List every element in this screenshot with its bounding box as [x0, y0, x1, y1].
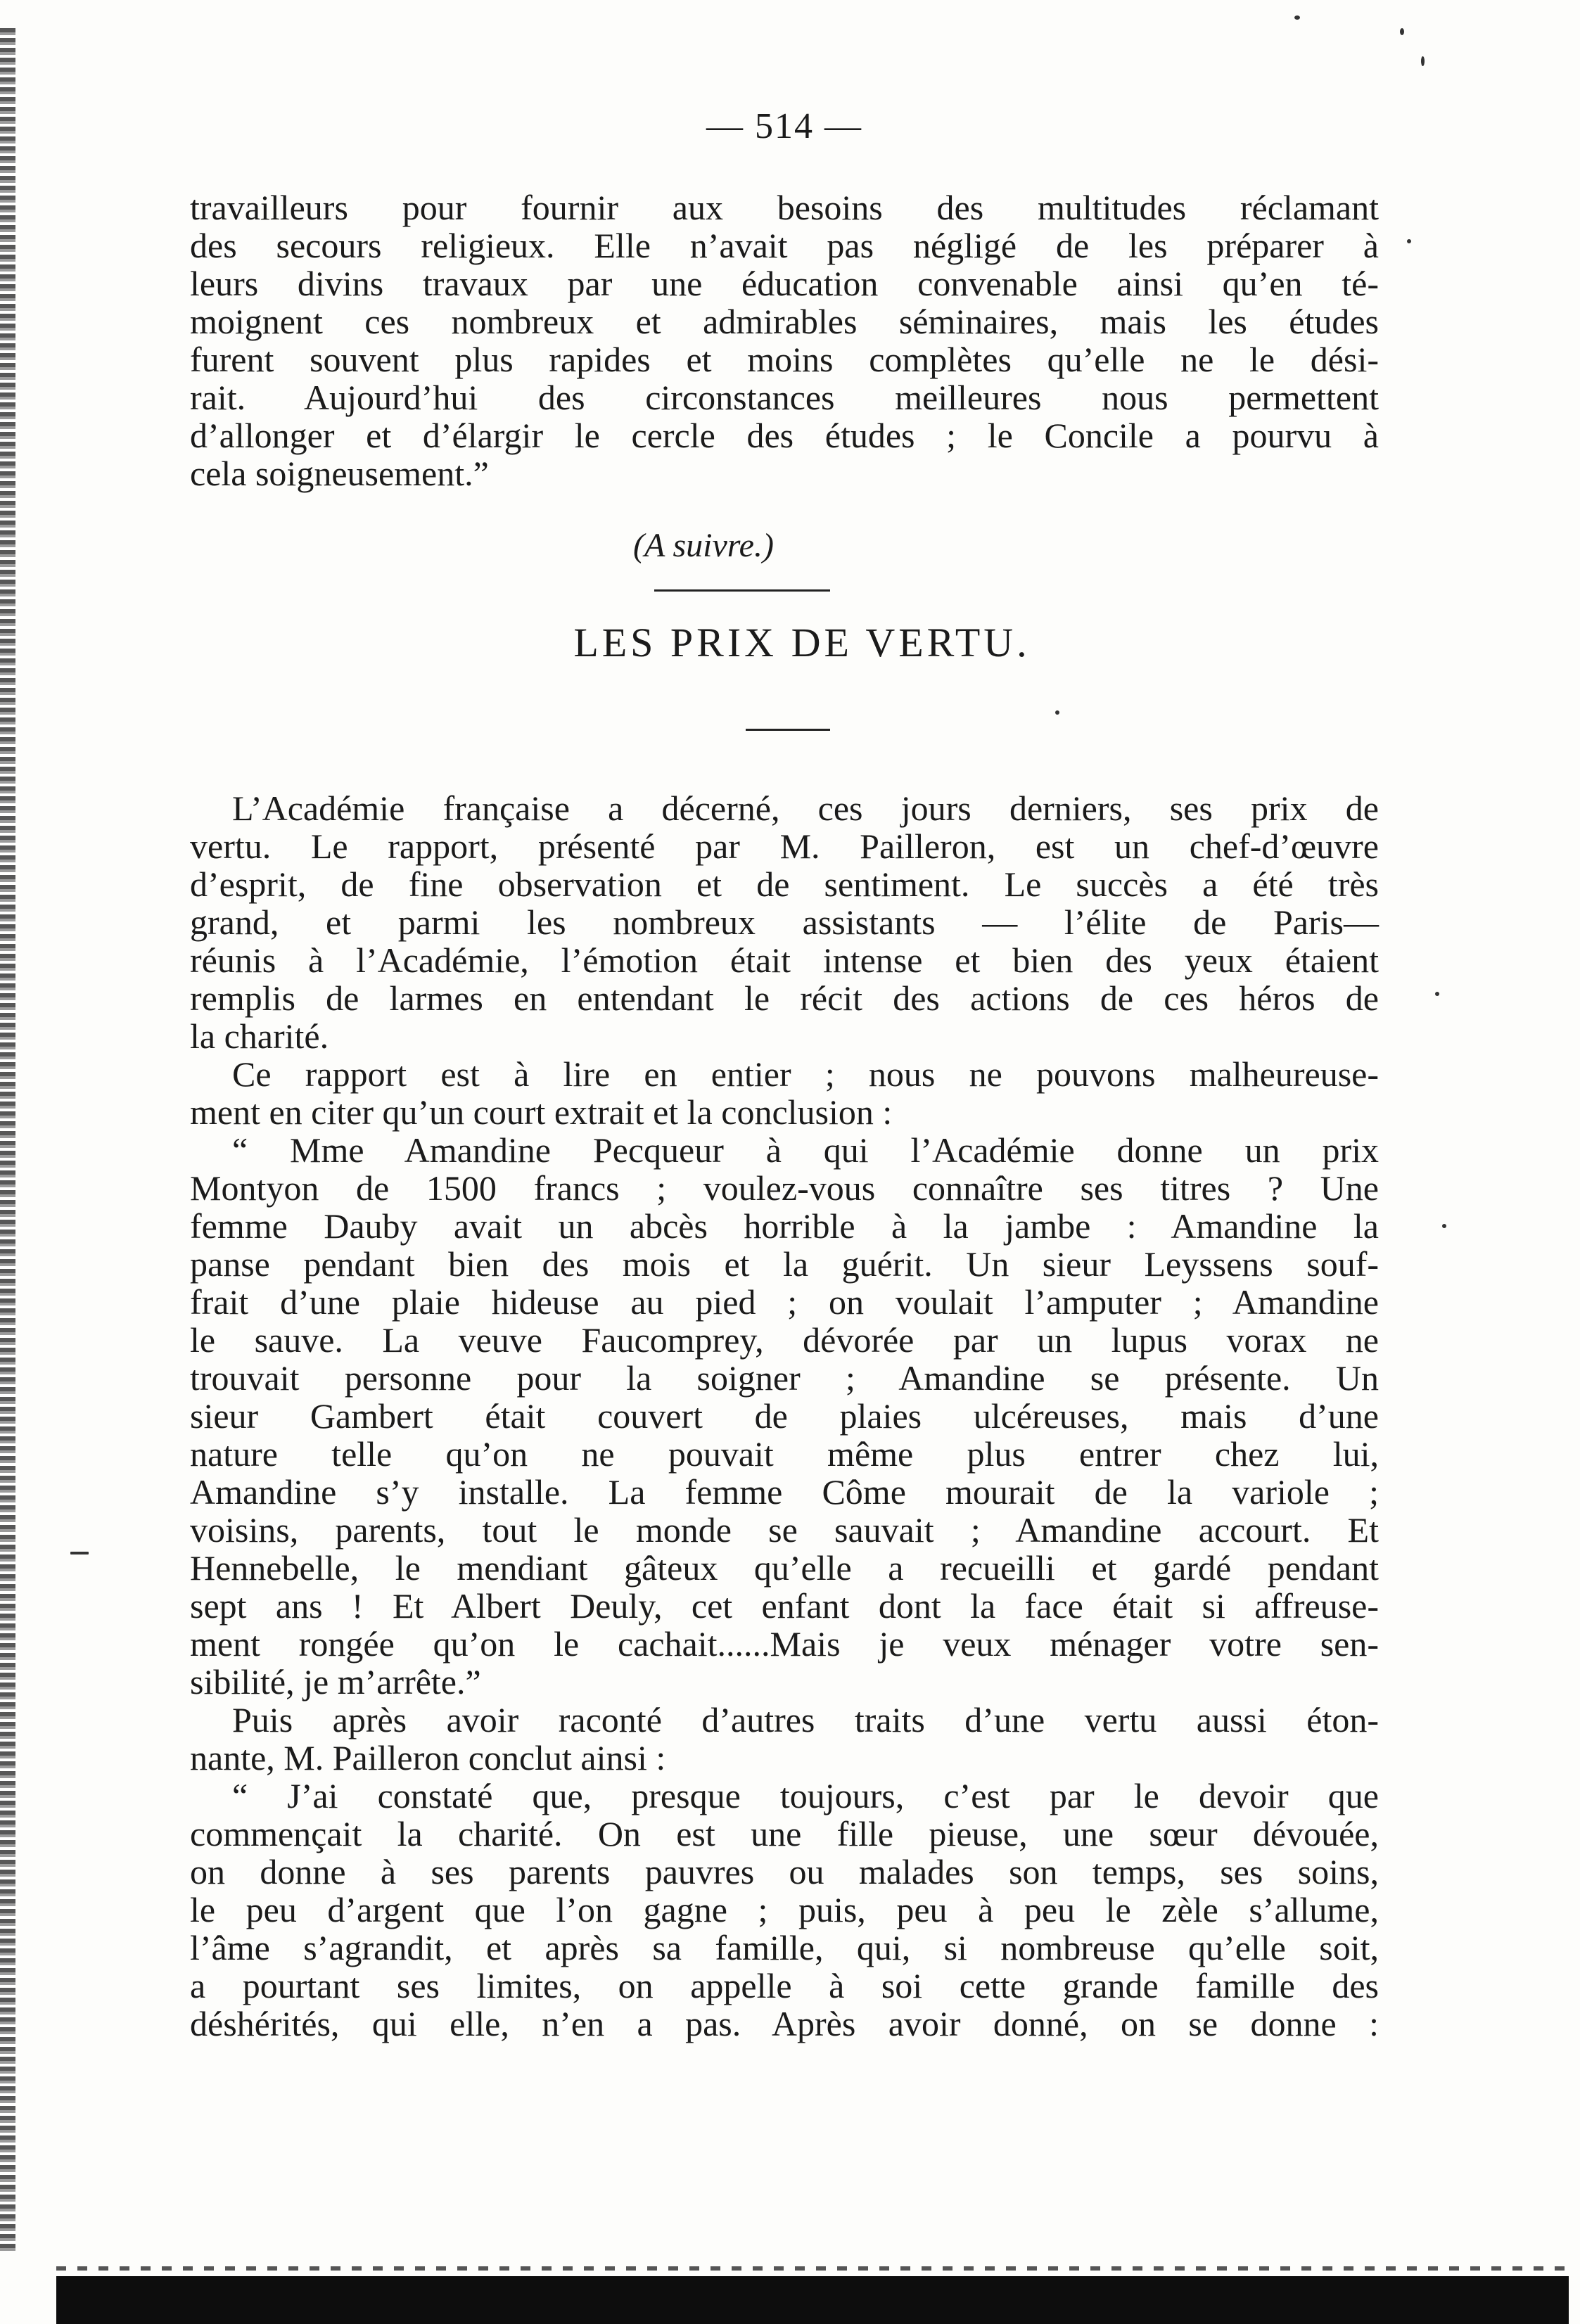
separator-rule-top	[654, 589, 830, 592]
text-line: trouvait personne pour la soigner ; Amandine se présente. Un	[190, 1358, 1379, 1398]
text-line: on donne à ses parents pauvres ou malades son temps, ses soins,	[190, 1852, 1379, 1891]
text-line: Hennebelle, le mendiant gâteux qu’elle a recueilli et gardé pendant	[190, 1548, 1379, 1588]
text-line: voisins, parents, tout le monde se sauvait ; Amandine accourt. Et	[190, 1510, 1379, 1550]
scan-binding-edge	[0, 28, 15, 2251]
text-line: leurs divins travaux par une éducation convenable ainsi qu’en té-	[190, 264, 1379, 303]
text-line: moignent ces nombreux et admirables séminaires, mais les études	[190, 302, 1379, 341]
text-line: ment rongée qu’on le cachait......Mais je veux ménager votre sen-	[190, 1624, 1379, 1664]
text-line: nante, M. Pailleron conclut ainsi :	[190, 1738, 666, 1777]
scan-bottom-edge	[56, 2276, 1569, 2324]
scan-speck	[1421, 56, 1425, 66]
scan-speck	[1435, 992, 1439, 996]
text-line: remplis de larmes en entendant le récit des actions de ces héros de	[190, 978, 1379, 1018]
text-line: cela soigneusement.”	[190, 454, 489, 493]
text-line: nature telle qu’on ne pouvait même plus entrer chez lui,	[190, 1434, 1379, 1474]
text-line: rait. Aujourd’hui des circonstances meilleures nous permettent	[190, 378, 1379, 417]
text-line: l’âme s’agrandit, et après sa famille, qui, si nombreuse qu’elle soit,	[190, 1928, 1379, 1967]
text-line: le sauve. La veuve Faucomprey, dévorée par un lupus vorax ne	[190, 1320, 1379, 1360]
text-line: furent souvent plus rapides et moins complètes qu’elle ne le dési-	[190, 340, 1379, 379]
previous-article-text	[190, 189, 1379, 492]
text-line: “ Mme Amandine Pecqueur à qui l’Académie donne un prix	[232, 1130, 1379, 1170]
separator-rule-short	[746, 729, 830, 731]
text-line: Amandine s’y installe. La femme Côme mourait de la variole ;	[190, 1472, 1379, 1512]
text-line: “ J’ai constaté que, presque toujours, c’est par le devoir que	[232, 1776, 1379, 1815]
text-line: sept ans ! Et Albert Deuly, cet enfant dont la face était si affreuse-	[190, 1586, 1379, 1626]
text-line: le peu d’argent que l’on gagne ; puis, peu à peu le zèle s’allume,	[190, 1890, 1379, 1929]
scan-speck	[1442, 1224, 1446, 1228]
text-line: d’esprit, de fine observation et de sentiment. Le succès a été très	[190, 864, 1379, 904]
text-line: la charité.	[190, 1016, 329, 1056]
text-line: Ce rapport est à lire en entier ; nous ne pouvons malheureuse-	[232, 1054, 1379, 1094]
text-line: sieur Gambert était couvert de plaies ulcéreuses, mais d’une	[190, 1396, 1379, 1436]
text-line: a pourtant ses limites, on appelle à soi cette grande famille des	[190, 1966, 1379, 2005]
text-line: grand, et parmi les nombreux assistants — l’élite de Paris—	[190, 902, 1379, 942]
text-line: femme Dauby avait un abcès horrible à la jambe : Amandine la	[190, 1206, 1379, 1246]
text-line: panse pendant bien des mois et la guérit. Un sieur Leyssens souf-	[190, 1244, 1379, 1284]
text-line: travailleurs pour fournir aux besoins des multitudes réclamant	[190, 188, 1379, 227]
text-line: Puis après avoir raconté d’autres traits d’une vertu aussi éton-	[232, 1700, 1379, 1739]
scan-speck	[1400, 28, 1404, 35]
text-line: frait d’une plaie hideuse au pied ; on voulait l’amputer ; Amandine	[190, 1282, 1379, 1322]
text-line: vertu. Le rapport, présenté par M. Pailleron, est un chef-d’œuvre	[190, 826, 1379, 866]
text-line: déshérités, qui elle, n’en a pas. Après avoir donné, on se donne :	[190, 2004, 1379, 2043]
scan-speck	[1055, 710, 1059, 715]
scan-speck	[70, 1552, 89, 1554]
article-title: LES PRIX DE VERTU.	[573, 620, 1031, 665]
text-line: commençait la charité. On est une fille pieuse, une sœur dévouée,	[190, 1814, 1379, 1853]
text-line: L’Académie française a décerné, ces jours derniers, ses prix de	[232, 788, 1379, 828]
text-line: Montyon de 1500 francs ; voulez-vous connaître ses titres ? Une	[190, 1168, 1379, 1208]
text-line: des secours religieux. Elle n’avait pas négligé de les préparer à	[190, 226, 1379, 265]
continuation-note: (A suivre.)	[633, 527, 774, 564]
scan-speck	[1294, 15, 1300, 20]
article-body	[190, 789, 1379, 2043]
page-number: — 514 —	[706, 106, 862, 146]
text-line: ment en citer qu’un court extrait et la conclusion :	[190, 1092, 893, 1132]
scan-speck	[1407, 239, 1411, 243]
text-line: d’allonger et d’élargir le cercle des études ; le Concile a pourvu à	[190, 416, 1379, 455]
text-line: réunis à l’Académie, l’émotion était intense et bien des yeux étaient	[190, 940, 1379, 980]
text-line: sibilité, je m’arrête.”	[190, 1662, 481, 1702]
